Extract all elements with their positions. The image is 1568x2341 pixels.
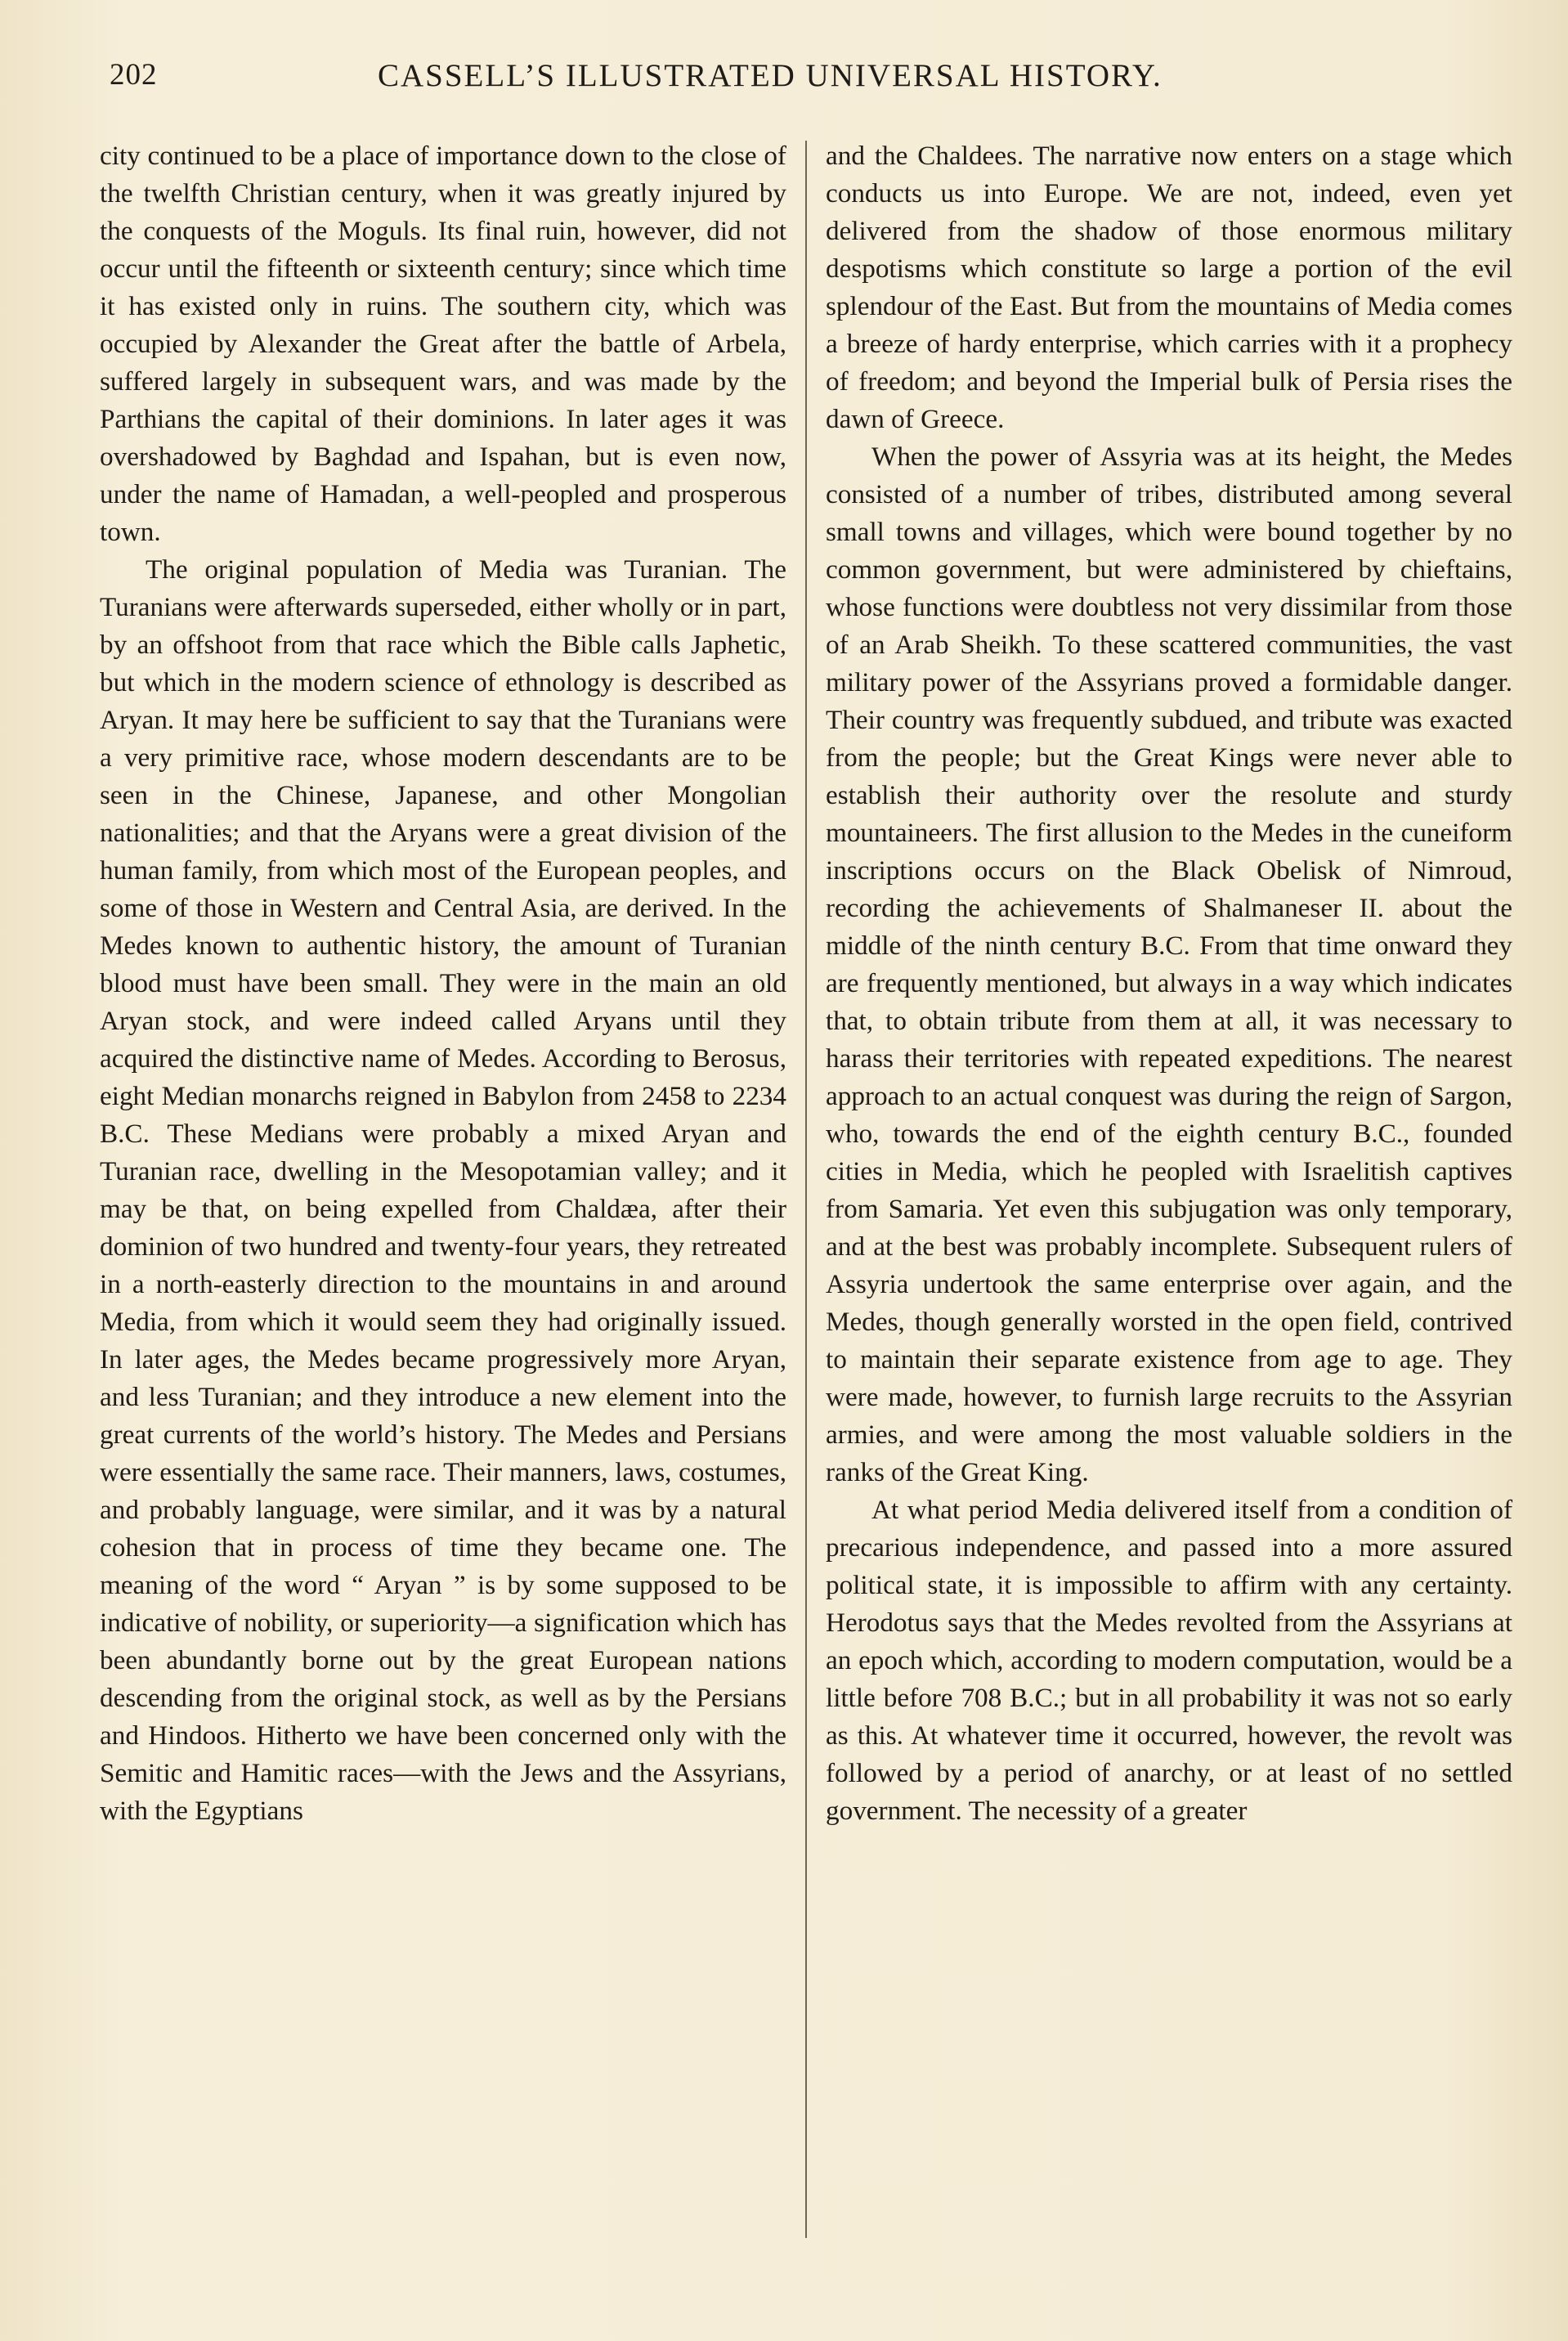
right-paragraph-2: When the power of Assyria was at its height, the Medes consisted of a number of tribes, distributed among several small towns and villages, which were bound together by no common government, but were administered by chieftains, whose functions were doubtless not very dissimilar from those of an Arab Sheikh. To these scattered communities, the vast military power of the Assyrians proved a formidable danger. Their country was frequently subdued, and tribute was exacted from the people; but the Great Kings were never able to establish their authority over the resolute and sturdy mountaineers. The first allusion to the Medes in the cuneiform inscriptions occurs on the Black Obelisk of Nimroud, recording the achievements of Shalmaneser II. about the middle of the ninth century B.C. From that time onward they are frequently mentioned, but always in a way which indicates that, to obtain tribute from them at all, it was necessary to harass their territories with repeated expeditions. The nearest approach to an actual conquest was during the reign of Sargon, who, towards the end of the eighth century B.C., founded cities in Media, which he peopled with Israelitish captives from Samaria. Yet even this subjugation was only temporary, and at the best was probably incomplete. Subsequent rulers of Assyria undertook the same enterprise over again, and the Medes, though generally worsted in the open field, contrived to maintain their separate existence from age to age. They were made, however, to furnish large recruits to the Assyrian armies, and were among the most valuable soldiers in the ranks of the Great King. — [826, 442, 1512, 1487]
right-column — [826, 137, 1512, 1830]
page-number: 202 — [110, 58, 158, 92]
column-divider — [805, 141, 807, 2238]
left-column — [100, 137, 786, 1830]
right-paragraph-3: At what period Media delivered itself from a condition of precarious independence, and passed into a more assured political state, it is impossible to affirm with any certainty. Herodotus says that the Medes revolted from the Assyrians at an epoch which, according to modern computation, would be a little before 708 B.C.; but in all probability it was not so early as this. At whatever time it occurred, however, the revolt was followed by a period of anarchy, or at least of no settled government. The necessity of a greater — [826, 1495, 1512, 1826]
left-paragraph-2: The original population of Media was Turanian. The Turanians were afterwards superseded, either wholly or in part, by an offshoot from that race which the Bible calls Japhetic, but which in the modern science of ethnology is described as Aryan. It may here be sufficient to say that the Turanians were a very primitive race, whose modern descendants are to be seen in the Chinese, Japanese, and other Mongolian nationalities; and that the Aryans were a great division of the human family, from which most of the European peoples, and some of those in Western and Central Asia, are derived. In the Medes known to authentic history, the amount of Turanian blood must have been small. They were in the main an old Aryan stock, and were indeed called Aryans until they acquired the distinctive name of Medes. According to Berosus, eight Median monarchs reigned in Babylon from 2458 to 2234 B.C. These Medians were probably a mixed Aryan and Turanian race, dwelling in the Mesopotamian valley; and it may be that, on being expelled from Chaldæa, after their dominion of two hundred and twenty-four years, they retreated in a north-easterly direction to the mountains in and around Media, from which it would seem they had originally issued. In later ages, the Medes became progressively more Aryan, and less Turanian; and they introduce a new element into the great currents of the world’s history. The Medes and Persians were essentially the same race. Their manners, laws, costumes, and probably language, were similar, and it was by a natural cohesion that in process of time they became one. The meaning of the word “ Aryan ” is by some supposed to be indicative of nobility, or superiority—a signification which has been abundantly borne out by the great European nations descending from the original stock, as well as by the Persians and Hindoos. Hitherto we have been concerned only with the Semitic and Hamitic races—with the Jews and the Assyrians, with the Egyptians — [100, 554, 786, 1826]
right-paragraph-1: and the Chaldees. The narrative now enters on a stage which conducts us into Europe. We are not, indeed, even yet delivered from the shadow of those enormous military despotisms which constitute so large a portion of the evil splendour of the East. But from the mountains of Media comes a breeze of hardy enterprise, which carries with it a prophecy of freedom; and beyond the Imperial bulk of Persia rises the dawn of Greece. — [826, 141, 1512, 434]
running-head — [100, 57, 1522, 106]
running-title: CASSELL’S ILLUSTRATED UNIVERSAL HISTORY. — [378, 58, 1163, 93]
left-paragraph-1: city continued to be a place of importance down to the close of the twelfth Christian century, when it was greatly injured by the conquests of the Moguls. Its final ruin, however, did not occur until the fifteenth or sixteenth century; since which time it has existed only in ruins. The southern city, which was occupied by Alexander the Great after the battle of Arbela, suffered largely in subsequent wars, and was made by the Parthians the capital of their dominions. In later ages it was overshadowed by Baghdad and Ispahan, but is even now, under the name of Hamadan, a well-peopled and prosperous town. — [100, 141, 786, 547]
